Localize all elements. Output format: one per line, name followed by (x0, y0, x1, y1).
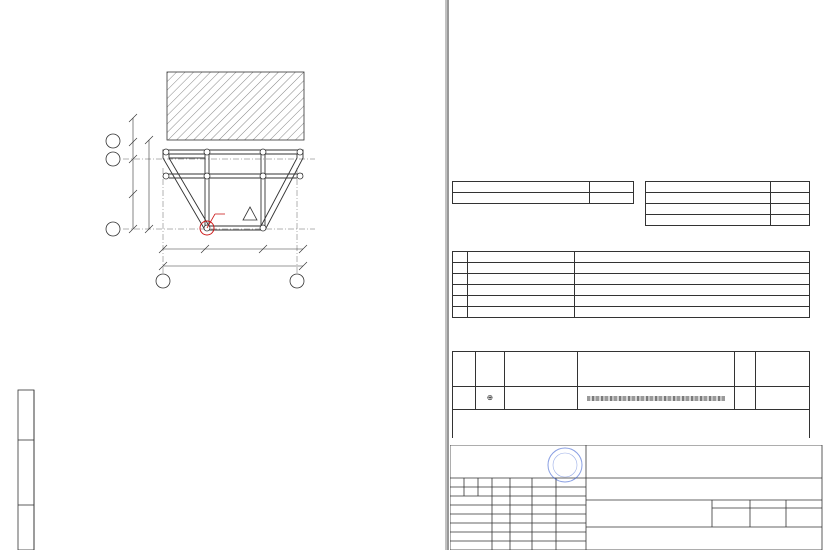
task-table (452, 251, 810, 318)
table-row (453, 285, 810, 296)
chart-soil-resistance (660, 26, 780, 166)
table-row (646, 204, 810, 215)
table-row (646, 193, 810, 204)
spec-header-row (453, 352, 810, 387)
table-row (453, 252, 810, 263)
table-row (453, 307, 810, 318)
table-row (453, 263, 810, 274)
side-label-shifr (20, 520, 32, 550)
table-row (646, 215, 810, 226)
table-row (646, 182, 810, 193)
house-hatch (167, 72, 304, 140)
chart-service-life (452, 36, 622, 176)
side-label-vzam (20, 395, 32, 439)
title-block-frame (450, 445, 825, 550)
side-label-podpis (20, 442, 32, 504)
params-redacted (578, 387, 735, 410)
table-row (453, 274, 810, 285)
table-row (453, 182, 634, 193)
table-row (453, 387, 810, 410)
soil-table-right (645, 181, 810, 226)
pile-plan (95, 60, 425, 360)
pile-symbol-icon: ⊕ (476, 387, 505, 410)
soil-table-left (452, 181, 634, 204)
table-row (453, 193, 634, 204)
spec-table (452, 351, 810, 438)
table-row (453, 296, 810, 307)
